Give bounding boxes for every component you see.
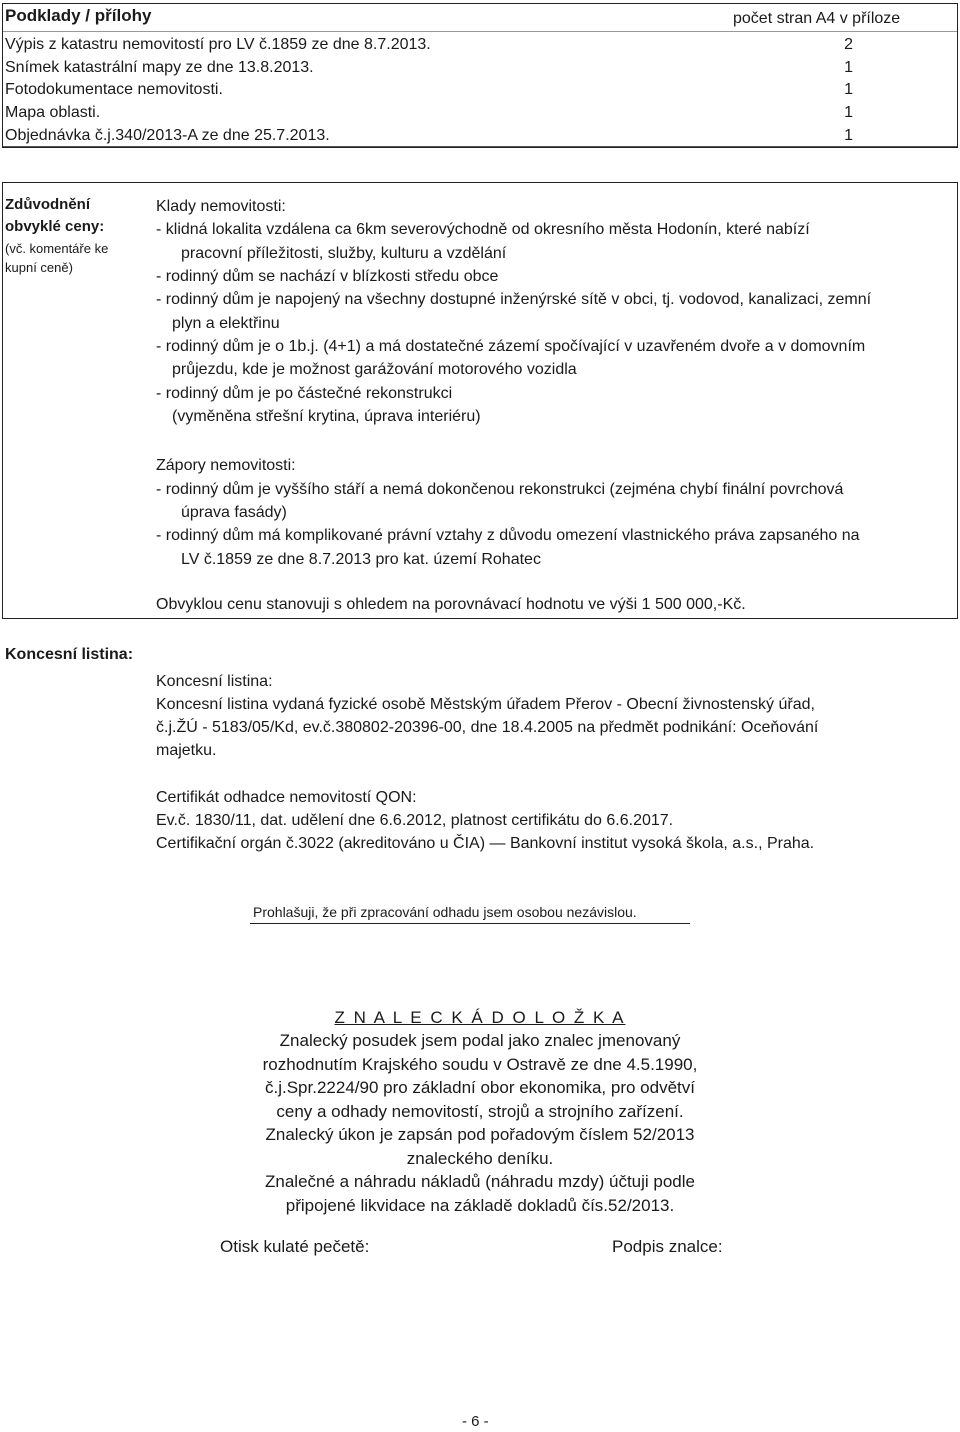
cons-item: - rodinný dům je vyššího stáří a nemá dokončenou rekonstrukci (zejména chybí finální povrchová bbox=[156, 481, 844, 498]
clause-line: rozhodnutím Krajského soudu v Ostravě ze dne 4.5.1990, bbox=[262, 1054, 698, 1074]
certificate-line: Ev.č. 1830/11, dat. udělení dne 6.6.2012, platnost certifikátu do 6.6.2017. bbox=[156, 812, 674, 829]
pros-item: - rodinný dům se nachází v blízkosti středu obce bbox=[156, 268, 499, 285]
clause-line: připojené likvidace na základě dokladů čís.52/2013. bbox=[285, 1195, 675, 1215]
clause-line: Znalečné a náhradu nákladů (náhradu mzdy) účtuji podle bbox=[265, 1172, 695, 1191]
signature-label: Podpis znalce: bbox=[612, 1237, 723, 1256]
pros-title: Klady nemovitosti: bbox=[156, 198, 286, 215]
attachment-page-count: 2 bbox=[844, 36, 853, 53]
clause-line: Znalecký posudek jsem podal jako znalec jmenovaný bbox=[279, 1031, 681, 1050]
attachment-item: Fotodokumentace nemovitosti. bbox=[5, 81, 223, 98]
justification-note: (vč. komentáře ke bbox=[5, 241, 109, 256]
license-heading: Koncesní listina: bbox=[156, 673, 273, 690]
price-conclusion: Obvyklou cenu stanovuji s ohledem na porovnávací hodnotu ve výši 1 500 000,-Kč. bbox=[156, 596, 746, 613]
license-line: č.j.ŽÚ - 5183/05/Kd, ev.č.380802-20396-00, dne 18.4.2005 na předmět podnikání: Oceňování bbox=[156, 719, 819, 736]
page-number: - 6 - bbox=[462, 1413, 489, 1430]
divider bbox=[3, 146, 957, 147]
pros-item: pracovní příležitosti, služby, kulturu a vzdělání bbox=[181, 245, 507, 262]
clause-line: znaleckého deníku. bbox=[406, 1148, 554, 1168]
license-line: majetku. bbox=[156, 742, 217, 759]
certificate-line: Certifikační orgán č.3022 (akreditováno u ČIA) — Bankovní institut vysoká škola, a.s., Praha. bbox=[156, 835, 815, 852]
license-label: Koncesní listina: bbox=[5, 646, 134, 663]
divider bbox=[3, 31, 957, 32]
cons-title: Zápory nemovitosti: bbox=[156, 457, 296, 474]
attachment-page-count: 1 bbox=[844, 104, 853, 121]
pages-count-header: počet stran A4 v příloze bbox=[733, 10, 901, 27]
attachment-item: Výpis z katastru nemovitostí pro LV č.1859 ze dne 8.7.2013. bbox=[5, 36, 431, 53]
attachments-title: Podklady / přílohy bbox=[5, 6, 152, 25]
justification-note: kupní ceně) bbox=[5, 260, 73, 275]
pros-item: (vyměněna střešní krytina, úprava interiéru) bbox=[172, 408, 481, 425]
pros-item: - rodinný dům je napojený na všechny dostupné inženýrské sítě v obci, tj. vodovod, kanalizaci, zemní bbox=[156, 291, 872, 308]
certificate-heading: Certifikát odhadce nemovitostí QON: bbox=[156, 789, 417, 806]
clause-line: Znalecký úkon je zapsán pod pořadovým číslem 52/2013 bbox=[265, 1125, 695, 1144]
pros-item: plyn a elektřinu bbox=[172, 315, 280, 332]
attachment-item: Objednávka č.j.340/2013-A ze dne 25.7.2013. bbox=[5, 127, 330, 144]
pros-item: - rodinný dům je po částečné rekonstrukci bbox=[156, 385, 453, 402]
expert-clause-title: Z N A L E C K Á D O L O Ž K A bbox=[334, 1008, 626, 1027]
attachment-page-count: 1 bbox=[844, 127, 853, 144]
cons-item: - rodinný dům má komplikované právní vztahy z důvodu omezení vlastnického práva zapsaného na bbox=[156, 527, 860, 544]
stamp-label: Otisk kulaté pečetě: bbox=[220, 1237, 370, 1256]
declaration-underline bbox=[250, 923, 690, 924]
clause-line: č.j.Spr.2224/90 pro základní obor ekonomika, pro odvětví bbox=[265, 1078, 695, 1097]
independence-declaration: Prohlašuji, že při zpracování odhadu jsem osobou nezávislou. bbox=[253, 904, 637, 920]
cons-item: úprava fasády) bbox=[181, 504, 287, 521]
pros-item: - klidná lokalita vzdálena ca 6km severovýchodně od okresního města Hodonín, které nabízí bbox=[156, 221, 810, 238]
justification-label: obvyklé ceny: bbox=[5, 218, 105, 235]
attachment-item: Mapa oblasti. bbox=[5, 104, 101, 121]
attachment-page-count: 1 bbox=[844, 81, 853, 98]
clause-line: ceny a odhady nemovitostí, strojů a strojního zařízení. bbox=[276, 1101, 684, 1121]
license-line: Koncesní listina vydaná fyzické osobě Městským úřadem Přerov - Obecní živnostenský úřad, bbox=[156, 696, 815, 713]
pros-item: - rodinný dům je o 1b.j. (4+1) a má dostatečné zázemí spočívající v uzavřeném dvoře a v domovním bbox=[156, 338, 866, 355]
cons-item: LV č.1859 ze dne 8.7.2013 pro kat. území Rohatec bbox=[181, 551, 541, 568]
justification-label: Zdůvodnění bbox=[5, 196, 90, 213]
expert-clause-text bbox=[200, 1029, 760, 1217]
attachment-page-count: 1 bbox=[844, 59, 853, 76]
attachment-item: Snímek katastrální mapy ze dne 13.8.2013. bbox=[5, 59, 314, 76]
pros-item: průjezdu, kde je možnost garážování motorového vozidla bbox=[172, 361, 577, 378]
